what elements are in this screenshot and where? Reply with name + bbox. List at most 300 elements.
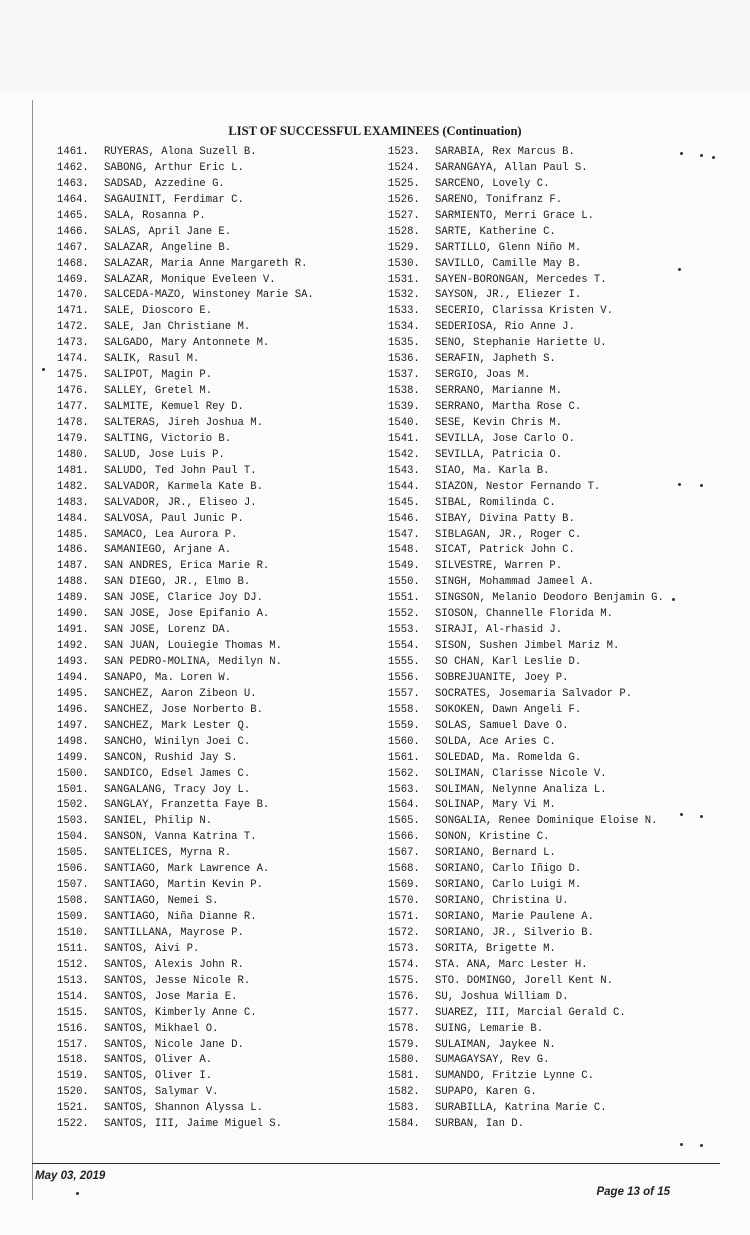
scan-speck <box>42 368 45 371</box>
examinee-number: 1466. <box>57 225 89 238</box>
examinee-number: 1551. <box>388 592 420 605</box>
examinee-name: SAN JOSE, Jose Epifanio A. <box>104 608 270 621</box>
examinee-number: 1543. <box>388 464 420 477</box>
examinee-name: SALUDO, Ted John Paul T. <box>104 464 257 477</box>
examinee-number: 1547. <box>388 528 420 541</box>
examinee-number: 1525. <box>388 177 420 190</box>
examinee-name: SOLDA, Ace Aries C. <box>435 735 556 748</box>
examinee-entry <box>388 623 664 639</box>
examinee-number: 1540. <box>388 416 420 429</box>
examinee-number: 1500. <box>57 767 89 780</box>
examinee-name: SONGALIA, Renee Dominique Eloise N. <box>435 815 658 828</box>
examinee-entry <box>388 480 664 496</box>
examinee-number: 1567. <box>388 847 420 860</box>
examinee-entry <box>388 352 664 368</box>
examinee-name: SU, Joshua William D. <box>435 990 569 1003</box>
examinee-entry <box>388 862 664 878</box>
examinee-entry <box>388 145 664 161</box>
examinee-name: SIBAY, Divina Patty B. <box>435 512 575 525</box>
examinee-entry <box>57 607 314 623</box>
examinee-name: SUMAGAYSAY, Rev G. <box>435 1054 550 1067</box>
examinee-number: 1479. <box>57 432 89 445</box>
examinee-entry <box>388 1053 664 1069</box>
examinee-number: 1475. <box>57 369 89 382</box>
examinee-number: 1523. <box>388 146 420 158</box>
examinee-number: 1556. <box>388 671 420 684</box>
examinee-name: SORIANO, Bernard L. <box>435 847 556 860</box>
examinee-name: SONON, Kristine C. <box>435 831 550 844</box>
examinee-number: 1467. <box>57 241 89 254</box>
examinee-name: SERAFIN, Japheth S. <box>435 353 556 366</box>
examinee-name: SALGADO, Mary Antonnete M. <box>104 337 270 350</box>
examinee-number: 1517. <box>57 1038 89 1051</box>
examinee-entry <box>388 814 664 830</box>
examinee-entry <box>57 830 314 846</box>
examinee-number: 1577. <box>388 1006 420 1019</box>
examinee-number: 1539. <box>388 401 420 413</box>
examinee-entry <box>388 719 664 735</box>
examinee-number: 1536. <box>388 353 420 366</box>
examinee-entry <box>57 926 314 942</box>
examinee-number: 1548. <box>388 544 420 557</box>
examinee-name: SALTING, Victorio B. <box>104 432 232 445</box>
examinee-entry <box>388 336 664 352</box>
examinee-name: SARENO, Tonifranz F. <box>435 193 563 206</box>
examinee-entry <box>388 384 664 400</box>
examinee-entry <box>388 512 664 528</box>
examinee-number: 1481. <box>57 464 89 477</box>
examinee-entry <box>57 400 314 416</box>
examinee-name: STO. DOMINGO, Jorell Kent N. <box>435 974 614 987</box>
examinee-name: SAN PEDRO-MOLINA, Medilyn N. <box>104 656 283 668</box>
examinee-entry <box>388 575 664 591</box>
examinee-entry <box>57 241 314 257</box>
scan-speck <box>678 268 681 271</box>
examinee-list-right <box>388 145 664 1133</box>
examinee-entry <box>388 1069 664 1085</box>
examinee-entry <box>388 1022 664 1038</box>
examinee-number: 1568. <box>388 863 420 876</box>
examinee-name: SALMITE, Kemuel Rey D. <box>104 401 244 413</box>
examinee-entry <box>388 974 664 990</box>
examinee-entry <box>57 623 314 639</box>
examinee-entry <box>388 320 664 336</box>
examinee-entry <box>388 161 664 177</box>
examinee-number: 1574. <box>388 958 420 971</box>
scan-speck <box>700 484 703 487</box>
examinee-entry <box>57 990 314 1006</box>
examinee-name: SALCEDA-MAZO, Winstoney Marie SA. <box>104 289 314 302</box>
examinee-name: SILVESTRE, Warren P. <box>435 560 563 573</box>
examinee-entry <box>388 528 664 544</box>
examinee-entry <box>388 735 664 751</box>
examinee-number: 1488. <box>57 576 89 589</box>
examinee-number: 1516. <box>57 1022 89 1035</box>
examinee-number: 1501. <box>57 783 89 796</box>
examinee-entry <box>388 958 664 974</box>
examinee-name: SANTIAGO, Martin Kevin P. <box>104 879 263 892</box>
examinee-entry <box>57 368 314 384</box>
scan-speck <box>678 483 681 486</box>
examinee-entry <box>57 639 314 655</box>
examinee-number: 1571. <box>388 911 420 923</box>
examinee-name: SURABILLA, Katrina Marie C. <box>435 1102 607 1115</box>
examinee-name: SARANGAYA, Allan Paul S. <box>435 161 588 174</box>
examinee-entry <box>388 241 664 257</box>
examinee-name: SANCHEZ, Aaron Zibeon U. <box>104 687 257 700</box>
examinee-entry <box>388 942 664 958</box>
examinee-number: 1534. <box>388 321 420 334</box>
examinee-number: 1496. <box>57 703 89 716</box>
examinee-name: SEVILLA, Jose Carlo O. <box>435 432 575 445</box>
examinee-name: SO CHAN, Karl Leslie D. <box>435 656 582 668</box>
footer-date: May 03, 2019 <box>35 1170 106 1182</box>
examinee-name: RUYERAS, Alona Suzell B. <box>104 146 257 158</box>
examinee-name: SANTOS, Jesse Nicole R. <box>104 974 251 987</box>
examinee-number: 1493. <box>57 656 89 668</box>
examinee-entry <box>57 942 314 958</box>
examinee-entry <box>57 878 314 894</box>
examinee-name: SALVADOR, Karmela Kate B. <box>104 480 263 493</box>
scan-speck <box>700 1144 703 1147</box>
examinee-entry <box>57 719 314 735</box>
examinee-number: 1561. <box>388 751 420 764</box>
examinee-entry <box>57 1053 314 1069</box>
examinee-number: 1562. <box>388 767 420 780</box>
examinee-name: SIBAL, Romilinda C. <box>435 496 556 509</box>
examinee-name: SULAIMAN, Jaykee N. <box>435 1038 556 1051</box>
examinee-name: SAMANIEGO, Arjane A. <box>104 544 232 557</box>
examinee-name: SINGH, Mohammad Jameel A. <box>435 576 594 589</box>
examinee-name: SORIANO, Christina U. <box>435 895 569 908</box>
examinee-number: 1499. <box>57 751 89 764</box>
examinee-name: SERRANO, Martha Rose C. <box>435 401 582 413</box>
scan-speck <box>700 815 703 818</box>
examinee-number: 1513. <box>57 974 89 987</box>
examinee-number: 1526. <box>388 193 420 206</box>
examinee-name: SIOSON, Channelle Florida M. <box>435 608 614 621</box>
examinee-name: SIAZON, Nestor Fernando T. <box>435 480 601 493</box>
examinee-entry <box>388 273 664 289</box>
examinee-name: SALIPOT, Magin P. <box>104 369 213 382</box>
examinee-entry <box>57 288 314 304</box>
examinee-entry <box>388 559 664 575</box>
examinee-number: 1544. <box>388 480 420 493</box>
examinee-entry <box>57 352 314 368</box>
examinee-entry <box>57 1085 314 1101</box>
examinee-entry <box>388 464 664 480</box>
examinee-entry <box>57 814 314 830</box>
examinee-entry <box>57 161 314 177</box>
examinee-entry <box>57 735 314 751</box>
examinee-name: SAYSON, JR., Eliezer I. <box>435 289 582 302</box>
examinee-entry <box>57 177 314 193</box>
examinee-number: 1566. <box>388 831 420 844</box>
examinee-number: 1498. <box>57 735 89 748</box>
examinee-entry <box>57 1069 314 1085</box>
examinee-name: SALIK, Rasul M. <box>104 353 200 366</box>
examinee-entry <box>388 846 664 862</box>
examinee-name: SUAREZ, III, Marcial Gerald C. <box>435 1006 626 1019</box>
examinee-entry <box>388 225 664 241</box>
examinee-entry <box>388 798 664 814</box>
examinee-name: SARMIENTO, Merri Grace L. <box>435 209 594 222</box>
examinee-entry <box>388 1101 664 1117</box>
examinee-name: SORIANO, Marie Paulene A. <box>435 911 594 923</box>
examinee-name: SECERIO, Clarissa Kristen V. <box>435 305 614 318</box>
examinee-entry <box>57 496 314 512</box>
examinee-name: SAN DIEGO, JR., Elmo B. <box>104 576 251 589</box>
examinee-number: 1532. <box>388 289 420 302</box>
examinee-number: 1514. <box>57 990 89 1003</box>
examinee-number: 1474. <box>57 353 89 366</box>
examinee-name: SUING, Lemarie B. <box>435 1022 544 1035</box>
examinee-number: 1507. <box>57 879 89 892</box>
examinee-number: 1462. <box>57 161 89 174</box>
examinee-number: 1469. <box>57 273 89 286</box>
examinee-entry <box>57 145 314 161</box>
examinee-entry <box>388 400 664 416</box>
examinee-name: SORIANO, Carlo Luigi M. <box>435 879 582 892</box>
examinee-name: SAN JUAN, Louiegie Thomas M. <box>104 640 283 653</box>
examinee-name: SAN JOSE, Lorenz DA. <box>104 624 232 637</box>
examinee-number: 1486. <box>57 544 89 557</box>
examinee-name: SOLIMAN, Nelynne Analiza L. <box>435 783 607 796</box>
examinee-name: SALUD, Jose Luis P. <box>104 448 225 461</box>
examinee-entry <box>57 575 314 591</box>
examinee-name: SERGIO, Joas M. <box>435 369 531 382</box>
examinee-number: 1565. <box>388 815 420 828</box>
examinee-number: 1584. <box>388 1118 420 1131</box>
examinee-name: SOLEDAD, Ma. Romelda G. <box>435 751 582 764</box>
examinee-number: 1538. <box>388 385 420 398</box>
examinee-name: SOCRATES, Josemaria Salvador P. <box>435 687 633 700</box>
examinee-name: STA. ANA, Marc Lester H. <box>435 958 588 971</box>
examinee-name: SADSAD, Azzedine G. <box>104 177 225 190</box>
examinee-name: SARTILLO, Glenn Niño M. <box>435 241 582 254</box>
examinee-entry <box>388 830 664 846</box>
examinee-name: SAGAUINIT, Ferdimar C. <box>104 193 244 206</box>
examinee-entry <box>57 225 314 241</box>
examinee-number: 1487. <box>57 560 89 573</box>
examinee-entry <box>388 655 664 671</box>
examinee-number: 1560. <box>388 735 420 748</box>
examinee-number: 1578. <box>388 1022 420 1035</box>
examinee-name: SIRAJI, Al-rhasid J. <box>435 624 563 637</box>
examinee-number: 1477. <box>57 401 89 413</box>
examinee-number: 1465. <box>57 209 89 222</box>
examinee-entry <box>388 671 664 687</box>
examinee-entry <box>388 543 664 559</box>
examinee-number: 1509. <box>57 911 89 923</box>
examinee-name: SOKOKEN, Dawn Angeli F. <box>435 703 582 716</box>
examinee-number: 1473. <box>57 337 89 350</box>
examinee-number: 1575. <box>388 974 420 987</box>
examinee-number: 1505. <box>57 847 89 860</box>
examinee-number: 1480. <box>57 448 89 461</box>
examinee-name: SENO, Stephanie Hariette U. <box>435 337 607 350</box>
page-number: Page 13 of 15 <box>596 1186 670 1198</box>
examinee-name: SANTIAGO, Mark Lawrence A. <box>104 863 270 876</box>
examinee-name: SANTOS, Salymar V. <box>104 1086 219 1099</box>
examinee-entry <box>388 783 664 799</box>
examinee-name: SANTOS, Kimberly Anne C. <box>104 1006 257 1019</box>
examinee-entry <box>57 1022 314 1038</box>
examinee-number: 1569. <box>388 879 420 892</box>
examinee-name: SANIEL, Philip N. <box>104 815 213 828</box>
examinee-entry <box>388 751 664 767</box>
examinee-number: 1518. <box>57 1054 89 1067</box>
examinee-number: 1558. <box>388 703 420 716</box>
examinee-name: SANGALANG, Tracy Joy L. <box>104 783 251 796</box>
examinee-entry <box>388 448 664 464</box>
examinee-name: SABONG, Arthur Eric L. <box>104 161 244 174</box>
examinee-entry <box>57 464 314 480</box>
examinee-number: 1535. <box>388 337 420 350</box>
examinee-name: SIBLAGAN, JR., Roger C. <box>435 528 582 541</box>
examinee-number: 1549. <box>388 560 420 573</box>
examinee-number: 1533. <box>388 305 420 318</box>
scan-speck <box>680 152 683 155</box>
examinee-number: 1529. <box>388 241 420 254</box>
examinee-entry <box>388 878 664 894</box>
examinee-name: SINGSON, Melanio Deodoro Benjamin G. <box>435 592 664 605</box>
examinee-name: SISON, Sushen Jimbel Mariz M. <box>435 640 620 653</box>
examinee-entry <box>57 1038 314 1054</box>
examinee-entry <box>57 687 314 703</box>
examinee-number: 1515. <box>57 1006 89 1019</box>
examinee-number: 1553. <box>388 624 420 637</box>
examinee-number: 1495. <box>57 687 89 700</box>
examinee-name: SANTOS, Aivi P. <box>104 942 200 955</box>
examinee-name: SANTOS, Jose Maria E. <box>104 990 238 1003</box>
scan-speck <box>680 1143 683 1146</box>
examinee-number: 1490. <box>57 608 89 621</box>
examinee-number: 1546. <box>388 512 420 525</box>
examinee-number: 1559. <box>388 719 420 732</box>
examinee-entry <box>57 846 314 862</box>
page-title: LIST OF SUCCESSFUL EXAMINEES (Continuation) <box>228 124 522 138</box>
examinee-name: SALAZAR, Monique Eveleen V. <box>104 273 276 286</box>
examinee-name: SAN JOSE, Clarice Joy DJ. <box>104 592 263 605</box>
examinee-number: 1522. <box>57 1118 89 1131</box>
examinee-name: SANSON, Vanna Katrina T. <box>104 831 257 844</box>
examinee-number: 1502. <box>57 799 89 812</box>
examinee-name: SALAZAR, Maria Anne Margareth R. <box>104 257 308 270</box>
examinee-number: 1557. <box>388 687 420 700</box>
examinee-name: SAN ANDRES, Erica Marie R. <box>104 560 270 573</box>
examinee-entry <box>57 798 314 814</box>
examinee-name: SALAZAR, Angeline B. <box>104 241 232 254</box>
scan-speck <box>680 813 683 816</box>
examinee-number: 1545. <box>388 496 420 509</box>
examinee-entry <box>388 193 664 209</box>
examinee-name: SARABIA, Rex Marcus B. <box>435 146 575 158</box>
examinee-entry <box>388 496 664 512</box>
examinee-number: 1485. <box>57 528 89 541</box>
examinee-number: 1463. <box>57 177 89 190</box>
examinee-number: 1542. <box>388 448 420 461</box>
examinee-number: 1512. <box>57 958 89 971</box>
examinee-name: SANTIAGO, Niña Dianne R. <box>104 911 257 923</box>
examinee-name: SANTELICES, Myrna R. <box>104 847 232 860</box>
examinee-name: SUPAPO, Karen G. <box>435 1086 537 1099</box>
examinee-name: SOLAS, Samuel Dave O. <box>435 719 569 732</box>
examinee-name: SORITA, Brigette M. <box>435 942 556 955</box>
examinee-number: 1564. <box>388 799 420 812</box>
examinee-number: 1476. <box>57 385 89 398</box>
examinee-number: 1570. <box>388 895 420 908</box>
examinee-number: 1552. <box>388 608 420 621</box>
scan-speck <box>700 154 703 157</box>
examinee-number: 1527. <box>388 209 420 222</box>
examinee-name: SANTOS, Oliver A. <box>104 1054 213 1067</box>
examinee-number: 1576. <box>388 990 420 1003</box>
examinee-entry <box>57 767 314 783</box>
examinee-entry <box>57 751 314 767</box>
examinee-name: SAVILLO, Camille May B. <box>435 257 582 270</box>
examinee-number: 1510. <box>57 926 89 939</box>
examinee-name: SANTOS, Shannon Alyssa L. <box>104 1102 263 1115</box>
examinee-name: SORIANO, Carlo Iñigo D. <box>435 863 582 876</box>
examinee-name: SAMACO, Lea Aurora P. <box>104 528 238 541</box>
examinee-number: 1563. <box>388 783 420 796</box>
examinee-entry <box>388 1085 664 1101</box>
examinee-name: SUMANDO, Fritzie Lynne C. <box>435 1070 594 1083</box>
examinee-name: SANTOS, Nicole Jane D. <box>104 1038 244 1051</box>
scan-speck <box>712 156 715 159</box>
examinee-number: 1468. <box>57 257 89 270</box>
examinee-entry <box>57 894 314 910</box>
examinee-name: SALE, Jan Christiane M. <box>104 321 251 334</box>
examinee-name: SANCHEZ, Jose Norberto B. <box>104 703 263 716</box>
examinee-name: SANTOS, Mikhael O. <box>104 1022 219 1035</box>
examinee-name: SANDICO, Edsel James C. <box>104 767 251 780</box>
examinee-number: 1550. <box>388 576 420 589</box>
examinee-entry <box>388 639 664 655</box>
examinee-number: 1494. <box>57 671 89 684</box>
examinee-name: SALTERAS, Jireh Joshua M. <box>104 416 263 429</box>
examinee-entry <box>388 687 664 703</box>
examinee-entry <box>388 257 664 273</box>
examinee-number: 1491. <box>57 624 89 637</box>
examinee-name: SESE, Kevin Chris M. <box>435 416 563 429</box>
examinee-entry <box>57 1101 314 1117</box>
examinee-number: 1524. <box>388 161 420 174</box>
examinee-entry <box>388 894 664 910</box>
examinee-number: 1582. <box>388 1086 420 1099</box>
examinee-name: SALLEY, Gretel M. <box>104 385 213 398</box>
examinee-number: 1520. <box>57 1086 89 1099</box>
examinee-entry <box>57 384 314 400</box>
examinee-name: SANTILLANA, Mayrose P. <box>104 926 244 939</box>
examinee-entry <box>57 528 314 544</box>
examinee-entry <box>388 304 664 320</box>
examinee-number: 1511. <box>57 942 89 955</box>
examinee-entry <box>57 671 314 687</box>
examinee-entry <box>388 703 664 719</box>
examinee-entry <box>388 209 664 225</box>
examinee-entry <box>57 543 314 559</box>
examinee-entry <box>57 958 314 974</box>
examinee-number: 1470. <box>57 289 89 302</box>
examinee-number: 1537. <box>388 369 420 382</box>
examinee-name: SARCENO, Lovely C. <box>435 177 550 190</box>
examinee-name: SANGLAY, Franzetta Faye B. <box>104 799 270 812</box>
examinee-number: 1489. <box>57 592 89 605</box>
examinee-name: SANCHEZ, Mark Lester Q. <box>104 719 251 732</box>
examinee-name: SALVOSA, Paul Junic P. <box>104 512 244 525</box>
